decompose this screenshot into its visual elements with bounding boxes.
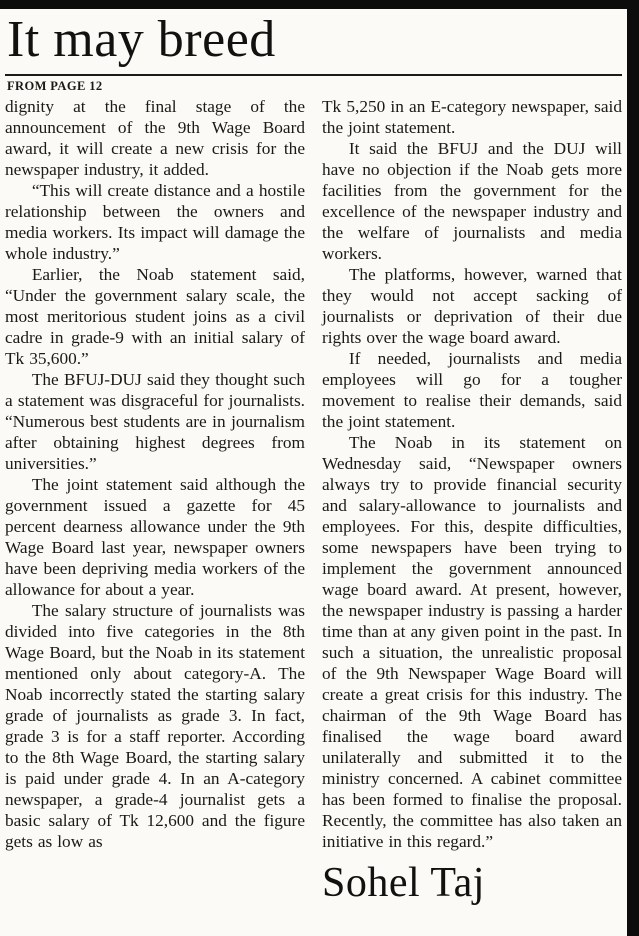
article-paragraph: Tk 5,250 in an E-category newspaper, said the joint statement. [322, 96, 622, 137]
article-paragraph: The platforms, however, warned that they would not accept sacking of journalists or deprivation of their due rights over the wage board award. [322, 264, 622, 347]
page-right-edge [627, 0, 639, 936]
from-page-label: FROM PAGE 12 [7, 78, 103, 93]
next-article-headline: Sohel Taj [322, 859, 485, 906]
article-paragraph: “This will create distance and a hostile relationship between the owners and media workers. Its impact will damage the whole industry.” [5, 180, 305, 263]
article-paragraph: The salary structure of journalists was divided into five categories in the 8th Wage Board, but the Noab in its statement mentioned only about category-A. The Noab incorrectly stated the starting salary grade of journalists as grade 3. In fact, grade 3 is for a staff reporter. According to the 8th Wage Board, the starting salary is paid under grade 4. In an A-category newspaper, a grade-4 journalist gets a basic salary of Tk 12,600 and the figure gets as low as [5, 600, 305, 851]
article-paragraph: dignity at the final stage of the announcement of the 9th Wage Board award, it will create a new crisis for the newspaper industry, it added. [5, 96, 305, 179]
article-paragraph: The Noab in its statement on Wednesday said, “Newspaper owners always try to provide financial security and salary-allowance to journalists and employees. For this, despite difficulties, some newspapers have been trying to implement the government announced wage board award. At present, however, the newspaper industry is passing a harder time than at any given point in the past. In such a situation, the unrealistic proposal of the 9th Newspaper Wage Board will create a great crisis for this industry. The chairman of the 9th Wage Board has finalised the wage board award unilaterally and submitted it to the ministry concerned. A cabinet committee has been formed to finalise the proposal. Recently, the committee has also taken an initiative in this regard.” [322, 432, 622, 851]
article-paragraph: If needed, journalists and media employees will go for a tougher movement to realise their demands, said the joint statement. [322, 348, 622, 431]
page-top-edge [0, 0, 639, 9]
article-headline: It may breed [7, 11, 276, 68]
headline-divider [5, 74, 622, 76]
article-paragraph: It said the BFUJ and the DUJ will have no objection if the Noab gets more facilities from the government for the excellence of the newspaper industry and the welfare of journalists and media workers. [322, 138, 622, 263]
left-column [5, 96, 305, 904]
newspaper-page [5, 9, 622, 936]
article-paragraph: The BFUJ-DUJ said they thought such a statement was disgraceful for journalists. “Numerous best students are in journalism after obtaining highest degrees from universities.” [5, 369, 305, 473]
article-body [5, 96, 622, 904]
article-paragraph: Earlier, the Noab statement said, “Under the government salary scale, the most meritorious student joins as a civil cadre in grade-9 with an initial salary of Tk 35,600.” [5, 264, 305, 368]
article-paragraph: The joint statement said although the government issued a gazette for 45 percent dearness allowance under the 9th Wage Board last year, newspaper owners have been depriving media workers of the allowance for about a year. [5, 474, 305, 599]
right-column [322, 96, 622, 904]
